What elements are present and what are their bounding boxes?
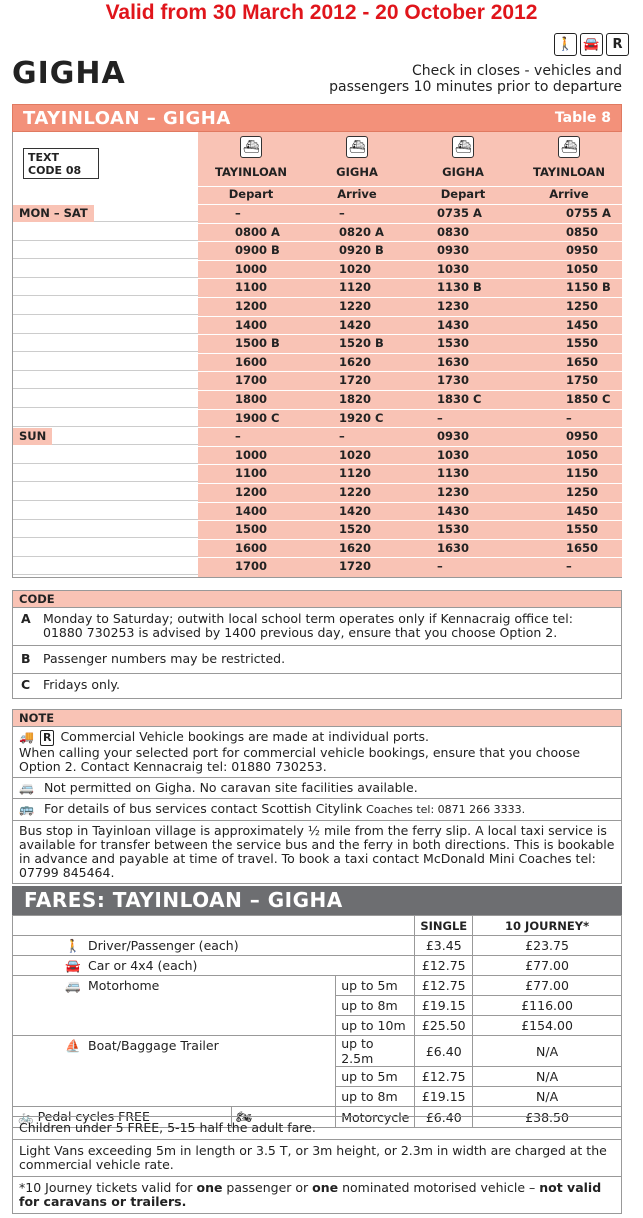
caravan-note-text: Not permitted on Gigha. No caravan site facilities available. bbox=[43, 780, 418, 795]
time-cell: 0930 bbox=[437, 429, 470, 444]
time-cell: 1420 bbox=[339, 317, 372, 332]
row-label-cell bbox=[13, 484, 198, 501]
time-cell: – bbox=[566, 559, 572, 574]
timetable bbox=[12, 132, 622, 578]
time-cell: 1200 bbox=[235, 485, 268, 499]
table-label: Table 8 bbox=[554, 110, 611, 126]
time-cell: 0920 B bbox=[339, 243, 384, 258]
fare-journey: £77.00 bbox=[473, 976, 622, 996]
fare-size: up to 5m bbox=[336, 976, 415, 996]
commercial-note bbox=[13, 727, 621, 778]
header-icons bbox=[554, 33, 629, 56]
timetable-row bbox=[13, 297, 622, 315]
time-cell: 1150 B bbox=[566, 280, 611, 295]
fare-row-trailer bbox=[13, 1036, 622, 1067]
timetable-row bbox=[13, 446, 622, 464]
fare-single: £12.75 bbox=[415, 956, 473, 976]
time-cell: 1430 bbox=[437, 503, 470, 518]
fare-journey: N/A bbox=[473, 1087, 622, 1107]
time-cell: 1120 bbox=[339, 466, 372, 481]
time-cell: 1100 bbox=[235, 466, 268, 481]
text-code-label: TEXT bbox=[28, 151, 60, 164]
time-cell: 1220 bbox=[339, 299, 372, 313]
single-header: SINGLE bbox=[415, 916, 473, 936]
time-cell: 1650 bbox=[566, 354, 599, 369]
code-key: A bbox=[21, 611, 31, 626]
time-cell: – bbox=[437, 410, 443, 425]
fare-row-driver bbox=[13, 936, 622, 956]
timetable-row bbox=[13, 316, 622, 334]
fares-title: FARES: TAYINLOAN – GIGHA bbox=[12, 886, 622, 915]
reservation-r-icon: R bbox=[40, 730, 54, 746]
time-cell: 1120 bbox=[339, 280, 372, 295]
time-cell: 1920 C bbox=[339, 410, 384, 425]
timetable-row bbox=[13, 390, 622, 408]
row-label-cell bbox=[13, 317, 198, 334]
caravan-icon: 🚐 bbox=[19, 781, 34, 795]
time-cell: 1130 B bbox=[437, 280, 482, 295]
time-cell: 1230 bbox=[437, 485, 470, 499]
ferry-icon: ⛴ bbox=[346, 136, 368, 158]
time-cell: 1150 bbox=[566, 466, 599, 481]
time-cell: – bbox=[339, 206, 345, 220]
time-cell: – bbox=[235, 429, 241, 444]
column-header bbox=[198, 136, 304, 179]
row-label-cell bbox=[13, 391, 198, 408]
time-cell: 1250 bbox=[566, 485, 599, 499]
row-label-cell bbox=[13, 298, 198, 315]
time-cell: 0950 bbox=[566, 243, 599, 258]
children-note: Children under 5 FREE, 5-15 half the adult fare. bbox=[13, 1117, 621, 1140]
time-cell: 1900 C bbox=[235, 410, 280, 425]
car-icon: 🚘 bbox=[65, 957, 81, 973]
time-cell: 0950 bbox=[566, 429, 599, 444]
fare-journey: £23.75 bbox=[473, 936, 622, 956]
column-port-name: GIGHA bbox=[336, 165, 378, 179]
fare-journey: £154.00 bbox=[473, 1016, 622, 1036]
time-cell: 1020 bbox=[339, 261, 372, 276]
commercial-note-rest: When calling your selected port for commercial vehicle bookings, ensure that you choose Option 2. Contact Kennacraig tel: 01880 730253. bbox=[19, 745, 581, 774]
time-cell: 1550 bbox=[566, 336, 599, 351]
motorcycle-icon: 🏍 bbox=[236, 1109, 253, 1124]
day-label: MON – SAT bbox=[13, 205, 94, 222]
timetable-row bbox=[13, 539, 622, 557]
column-port-name: GIGHA bbox=[442, 165, 484, 179]
time-cell: 1050 bbox=[566, 261, 599, 276]
time-cell: 1100 bbox=[235, 280, 268, 295]
fare-size: up to 10m bbox=[336, 1016, 415, 1036]
time-cell: 1600 bbox=[235, 540, 268, 555]
time-cell: 1850 C bbox=[566, 392, 611, 406]
validity-banner: Valid from 30 March 2012 - 20 October 2012 bbox=[105, 1, 538, 24]
journey-header: 10 JOURNEY* bbox=[473, 916, 622, 936]
fare-size: up to 8m bbox=[336, 1087, 415, 1107]
codes-heading: CODE bbox=[13, 591, 621, 608]
fare-journey: £38.50 bbox=[473, 1107, 622, 1128]
checkin-notice bbox=[329, 63, 622, 95]
code-key: C bbox=[21, 677, 31, 692]
row-label-cell bbox=[13, 558, 198, 575]
time-cell: 1620 bbox=[339, 354, 372, 369]
fare-label: Boat/Baggage Trailer bbox=[88, 1038, 219, 1053]
fare-single: £3.45 bbox=[415, 936, 473, 956]
fare-single: £6.40 bbox=[415, 1107, 473, 1128]
text-code-value: CODE 08 bbox=[28, 164, 82, 177]
row-label-cell bbox=[13, 279, 198, 296]
checkin-line-2: passengers 10 minutes prior to departure bbox=[329, 79, 622, 95]
time-cell: 1230 bbox=[437, 299, 470, 313]
fare-journey: £116.00 bbox=[473, 996, 622, 1016]
time-cell: 0755 A bbox=[566, 206, 611, 220]
row-label-cell bbox=[13, 372, 198, 389]
fare-single: £6.40 bbox=[415, 1036, 473, 1067]
time-cell: 1030 bbox=[437, 261, 470, 276]
fare-single: £12.75 bbox=[415, 976, 473, 996]
ferry-icon: ⛴ bbox=[558, 136, 580, 158]
row-label-cell bbox=[13, 540, 198, 557]
note-section bbox=[12, 709, 622, 884]
busstop-note: Bus stop in Tayinloan village is approximately ½ mile from the ferry slip. A local taxi service is available for transfer between the service bus and the ferry in both directions. This is bookable in advance and payable at time of travel. To book a taxi contact McDonald Mini Coaches tel: 07799 845464. bbox=[19, 823, 615, 880]
time-cell: 1720 bbox=[339, 373, 372, 388]
fare-journey: £77.00 bbox=[473, 956, 622, 976]
time-cell: 1650 bbox=[566, 540, 599, 555]
route-header bbox=[12, 104, 622, 132]
truck-icon: 🚚 bbox=[19, 730, 34, 744]
fare-label: Driver/Passenger (each) bbox=[88, 937, 239, 953]
time-cell: 1130 bbox=[437, 466, 470, 481]
fare-single: £19.15 bbox=[415, 1087, 473, 1107]
fare-row-car bbox=[13, 956, 622, 976]
time-cell: – bbox=[566, 410, 572, 425]
time-cell: 1400 bbox=[235, 503, 268, 518]
time-cell: 1730 bbox=[437, 373, 470, 388]
row-label-cell bbox=[13, 410, 198, 427]
column-direction: Depart bbox=[228, 187, 274, 201]
time-cell: 1700 bbox=[235, 559, 268, 574]
row-label-cell bbox=[13, 354, 198, 371]
fare-journey: N/A bbox=[473, 1067, 622, 1087]
time-cell: 0830 bbox=[437, 224, 470, 239]
route-title: TAYINLOAN – GIGHA bbox=[23, 107, 231, 129]
bicycle-icon: 🚲 bbox=[18, 1109, 34, 1124]
time-cell: 1450 bbox=[566, 503, 599, 518]
time-cell: 1800 bbox=[235, 392, 268, 406]
column-header bbox=[304, 136, 410, 179]
code-row-a bbox=[13, 608, 621, 646]
timetable-row bbox=[13, 427, 622, 445]
time-cell: 1450 bbox=[566, 317, 599, 332]
fare-single: £19.15 bbox=[415, 996, 473, 1016]
time-cell: 0930 bbox=[437, 243, 470, 258]
timetable-row bbox=[13, 464, 622, 482]
caravan-note bbox=[13, 778, 621, 799]
fare-row-motorhome bbox=[13, 976, 622, 996]
time-cell: 1520 B bbox=[339, 336, 384, 351]
fare-size: up to 8m bbox=[336, 996, 415, 1016]
row-label-cell bbox=[13, 503, 198, 520]
time-cell: 1830 C bbox=[437, 392, 482, 406]
time-cell: 1020 bbox=[339, 447, 372, 462]
time-cell: 1050 bbox=[566, 447, 599, 462]
time-cell: 1530 bbox=[437, 522, 470, 537]
time-cell: – bbox=[339, 429, 345, 444]
timetable-row bbox=[13, 483, 622, 501]
code-key: B bbox=[21, 651, 31, 666]
code-row-c bbox=[13, 674, 621, 698]
time-cell: – bbox=[235, 206, 241, 220]
time-cell: 1000 bbox=[235, 447, 268, 462]
motorhome-icon: 🚐 bbox=[65, 978, 81, 993]
fares-table bbox=[12, 915, 622, 1128]
time-cell: 1400 bbox=[235, 317, 268, 332]
fare-size: up to 5m bbox=[336, 1067, 415, 1087]
ten-journey-note: *10 Journey tickets valid for one passenger or one nominated motorised vehicle – not valid for caravans or trailers. bbox=[19, 1180, 602, 1209]
timetable-row bbox=[13, 278, 622, 296]
time-cell: 0850 bbox=[566, 224, 599, 239]
timetable-row bbox=[13, 260, 622, 278]
bus-note-text: For details of bus services contact Scottish Citylink bbox=[43, 801, 363, 816]
motorcycle-label: Motorcycle bbox=[336, 1107, 415, 1128]
bus-note-phone: Coaches tel: 0871 266 3333. bbox=[366, 803, 526, 816]
column-direction: Arrive bbox=[337, 187, 377, 201]
row-label-cell bbox=[13, 447, 198, 464]
row-label-cell bbox=[13, 335, 198, 352]
timetable-row bbox=[13, 409, 622, 427]
row-label-cell bbox=[13, 521, 198, 538]
day-label: SUN bbox=[13, 428, 52, 445]
ferry-icon: ⛴ bbox=[240, 136, 262, 158]
time-cell: 1530 bbox=[437, 336, 470, 351]
fares-header-row bbox=[13, 916, 622, 936]
ferry-icon: ⛴ bbox=[452, 136, 474, 158]
timetable-row bbox=[13, 334, 622, 352]
code-row-b bbox=[13, 646, 621, 674]
column-port-name: TAYINLOAN bbox=[215, 165, 287, 179]
text-code-box bbox=[23, 148, 99, 179]
row-label-cell bbox=[13, 205, 198, 222]
reservation-r-icon: R bbox=[606, 33, 629, 56]
light-vans-note: Light Vans exceeding 5m in length or 3.5 T, or 3m height, or 2.3m in width are charged at the commercial vehicle rate. bbox=[13, 1140, 621, 1177]
fare-single: £25.50 bbox=[415, 1016, 473, 1036]
timetable-row bbox=[13, 520, 622, 538]
codes-section bbox=[12, 590, 622, 699]
code-text: Monday to Saturday; outwith local school term operates only if Kennacraig office tel: 01880 730253 is advised by 1400 previous day, ensure that you choose Option 2. bbox=[43, 611, 573, 640]
time-cell: 1600 bbox=[235, 354, 268, 369]
column-port-name: TAYINLOAN bbox=[533, 165, 605, 179]
trailer-icon: ⛵ bbox=[65, 1038, 81, 1053]
timetable-row bbox=[13, 557, 622, 575]
time-cell: 1550 bbox=[566, 522, 599, 537]
timetable-row bbox=[13, 371, 622, 389]
code-text: Passenger numbers may be restricted. bbox=[43, 651, 286, 666]
car-icon: 🚘 bbox=[580, 33, 603, 56]
row-label-cell bbox=[13, 242, 198, 259]
column-direction: Depart bbox=[440, 187, 486, 201]
time-cell: 0735 A bbox=[437, 206, 482, 220]
timetable-row bbox=[13, 353, 622, 371]
fare-info-section bbox=[12, 1116, 622, 1214]
time-cell: 1030 bbox=[437, 447, 470, 462]
fare-single: £12.75 bbox=[415, 1067, 473, 1087]
timetable-row bbox=[13, 241, 622, 259]
pedal-cycles-label: Pedal cycles FREE bbox=[37, 1109, 150, 1124]
commercial-note-first: Commercial Vehicle bookings are made at individual ports. bbox=[60, 729, 430, 744]
note-heading: NOTE bbox=[13, 710, 621, 727]
time-cell: 1630 bbox=[437, 540, 470, 555]
time-cell: 1820 bbox=[339, 392, 372, 406]
fare-label: Motorhome bbox=[88, 978, 160, 993]
fare-label: Car or 4x4 (each) bbox=[88, 957, 198, 973]
code-text: Fridays only. bbox=[43, 677, 121, 692]
timetable-row bbox=[13, 502, 622, 520]
time-cell: 1250 bbox=[566, 299, 599, 313]
time-cell: 1500 bbox=[235, 522, 268, 537]
time-cell: 1500 B bbox=[235, 336, 280, 351]
checkin-line-1: Check in closes - vehicles and bbox=[412, 63, 622, 79]
time-cell: 1620 bbox=[339, 540, 372, 555]
time-cell: 1200 bbox=[235, 299, 268, 313]
time-cell: 1630 bbox=[437, 354, 470, 369]
fare-journey: N/A bbox=[473, 1036, 622, 1067]
pedestrian-icon: 🚶 bbox=[65, 937, 81, 953]
time-cell: 1430 bbox=[437, 317, 470, 332]
time-cell: 0900 B bbox=[235, 243, 280, 258]
row-label-cell bbox=[13, 261, 198, 278]
time-cell: 1000 bbox=[235, 261, 268, 276]
page-title: GIGHA bbox=[12, 56, 126, 91]
time-cell: 1520 bbox=[339, 522, 372, 537]
timetable-row bbox=[13, 223, 622, 241]
column-header bbox=[516, 136, 622, 179]
fare-size: up to 2.5m bbox=[336, 1036, 415, 1067]
bus-note bbox=[13, 799, 621, 821]
time-cell: 1220 bbox=[339, 485, 372, 499]
time-cell: 0820 A bbox=[339, 224, 384, 239]
row-label-cell bbox=[13, 224, 198, 241]
column-direction: Arrive bbox=[549, 187, 589, 201]
time-cell: 1700 bbox=[235, 373, 268, 388]
pedestrian-icon: 🚶 bbox=[554, 33, 577, 56]
time-cell: 1720 bbox=[339, 559, 372, 574]
bus-icon: 🚌 bbox=[19, 802, 34, 816]
time-cell: 1420 bbox=[339, 503, 372, 518]
row-label-cell bbox=[13, 428, 198, 445]
row-label-cell bbox=[13, 465, 198, 482]
timetable-row bbox=[13, 204, 622, 222]
time-cell: – bbox=[437, 559, 443, 574]
time-cell: 1750 bbox=[566, 373, 599, 388]
column-header bbox=[410, 136, 516, 179]
time-cell: 0800 A bbox=[235, 224, 280, 239]
